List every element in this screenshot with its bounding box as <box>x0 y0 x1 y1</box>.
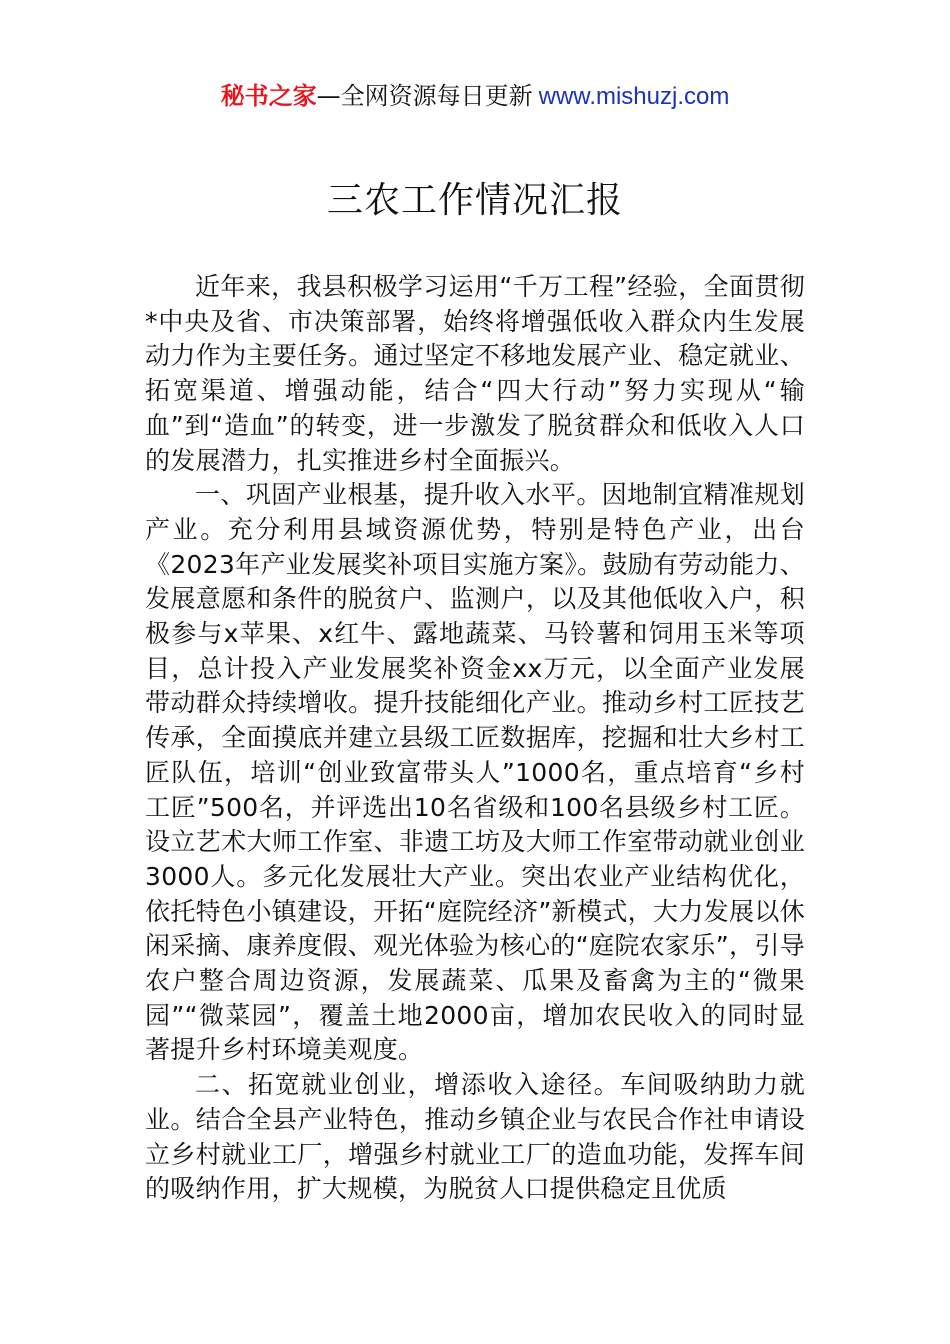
site-header <box>0 79 950 114</box>
document-title: 三农工作情况汇报 <box>326 180 623 221</box>
site-url-link[interactable]: www.mishuzj.com <box>538 83 730 110</box>
site-brand: 秘书之家 <box>220 82 317 110</box>
paragraph-intro: 近年来，我县积极学习运用“千万工程”经验，全面贯彻*中央及省、市决策部署，始终将增强低收入群众内生发展动力作为主要任务。通过坚定不移地发展产业、稳定就业、拓宽渠道、增强动能，结合“四大行动”努力实现从“输血”到“造血”的转变，进一步激发了脱贫群众和低收入人口的发展潜力，扎实推进乡村全面振兴。 <box>145 272 805 475</box>
paragraph-section-2: 二、拓宽就业创业，增添收入途径。车间吸纳助力就业。结合全县产业特色，推动乡镇企业与农民合作社申请设立乡村就业工厂，增强乡村就业工厂的造血功能，发挥车间的吸纳作用，扩大规模，为脱贫人口提供稳定且优质 <box>145 1070 805 1204</box>
paragraph-section-1: 一、巩固产业根基，提升收入水平。因地制宜精准规划产业。充分利用县域资源优势，特别是特色产业，出台《2023年产业发展奖补项目实施方案》。鼓励有劳动能力、发展意愿和条件的脱贫户、监测户，以及其他低收入户，积极参与x苹果、x红牛、露地蔬菜、马铃薯和饲用玉米等项目，总计投入产业发展奖补资金xx万元，以全面产业发展带动群众持续增收。提升技能细化产业。推动乡村工匠技艺传承，全面摸底并建立县级工匠数据库，挖掘和壮大乡村工匠队伍，培训“创业致富带头人”1000名，重点培育“乡村工匠”500名，并评选出10名省级和100名县级乡村工匠。设立艺术大师工作室、非遗工坊及大师工作室带动就业创业3000人。多元化发展壮大产业。突出农业产业结构优化，依托特色小镇建设，开拓“庭院经济”新模式，大力发展以休闲采摘、康养度假、观光体验为核心的“庭院农家乐”，引导农户整合周边资源，发展蔬菜、瓜果及畜禽为主的“微果园”“微菜园”，覆盖土地2000亩，增加农民收入的同时显著提升乡村环境美观度。 <box>145 480 805 1065</box>
document-body <box>145 270 805 1207</box>
site-tagline: —全网资源每日更新 <box>316 82 533 110</box>
